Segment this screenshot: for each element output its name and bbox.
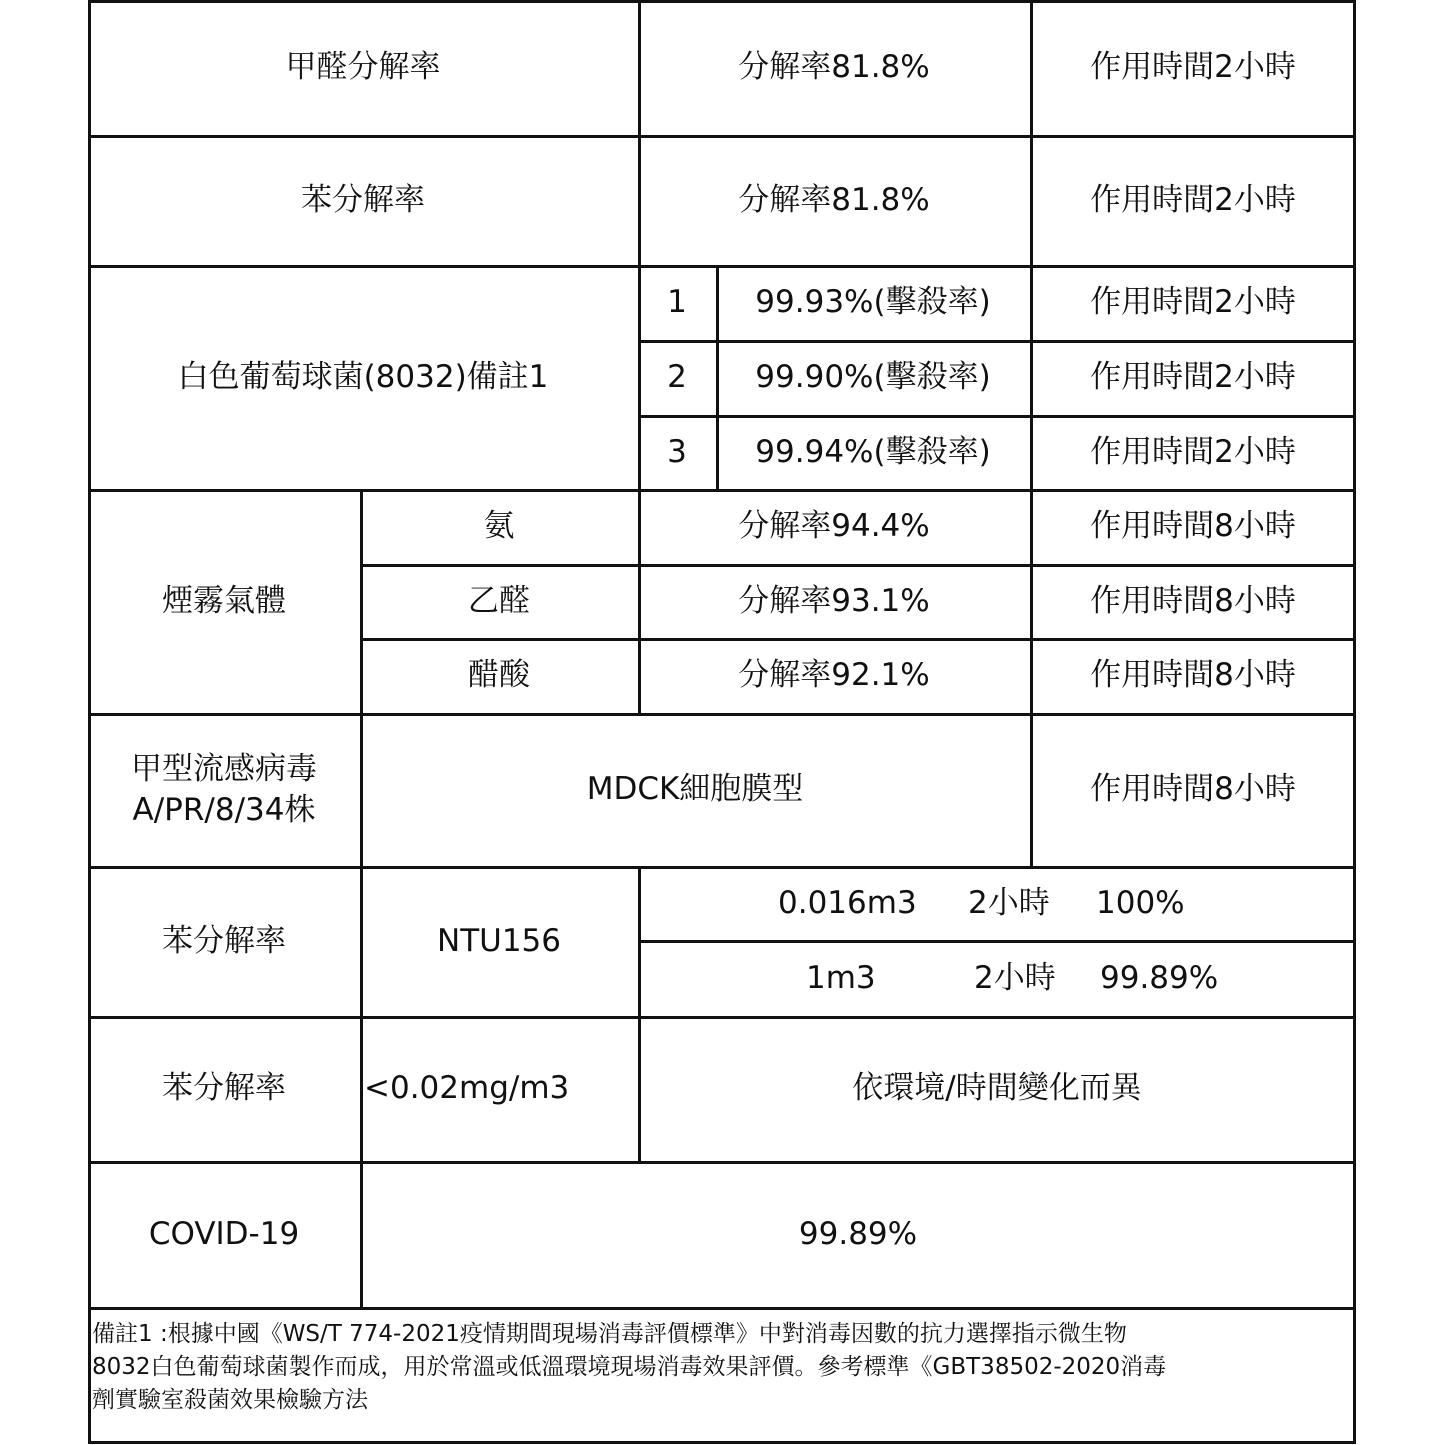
test-results-table xyxy=(88,0,1356,1445)
staph-trial-number: 3 xyxy=(667,433,687,470)
smoke-gas-result: 分解率94.4% xyxy=(738,508,930,545)
influenza-method: MDCK細胞膜型 xyxy=(586,771,804,808)
ntu-rate: 100% xyxy=(1096,884,1185,921)
staph-trial-time: 作用時間2小時 xyxy=(1090,359,1296,396)
smoke-label: 煙霧氣體 xyxy=(162,582,286,619)
benzene-ntu-label: 苯分解率 xyxy=(162,922,286,959)
benzene-conc-note: 依環境/時間變化而異 xyxy=(852,1070,1142,1107)
covid-label: COVID-19 xyxy=(148,1215,300,1252)
ntu-duration: 2小時 xyxy=(974,959,1056,996)
covid-value: 99.89% xyxy=(798,1215,918,1252)
ntu-duration: 2小時 xyxy=(968,884,1050,921)
staph-label: 白色葡萄球菌(8032)備註1 xyxy=(177,358,549,395)
footnote-line: 劑實驗室殺菌效果檢驗方法 xyxy=(92,1387,368,1413)
footnote xyxy=(92,1318,1347,1417)
benzene-ntu-code: NTU156 xyxy=(437,922,561,959)
footnote-line: 8032白色葡萄球菌製作而成，用於常溫或低溫環境現場消毒效果評價。參考標準《GBT38502-2020消毒 xyxy=(92,1354,1167,1380)
smoke-gas-time: 作用時間8小時 xyxy=(1090,508,1296,545)
footnote-line: 備註1 :根據中國《WS/T 774-2021疫情期間現場消毒評價標準》中對消毒因數的抗力選擇指示微生物 xyxy=(92,1321,1127,1347)
formaldehyde-result: 分解率81.8% xyxy=(738,49,930,86)
influenza-time: 作用時間8小時 xyxy=(1090,771,1296,808)
row-divider xyxy=(88,1307,1356,1310)
benzene-result: 分解率81.8% xyxy=(738,181,930,218)
smoke-gas-name: 氨 xyxy=(483,508,515,545)
smoke-gas-time: 作用時間8小時 xyxy=(1090,657,1296,694)
staph-trial-time: 作用時間2小時 xyxy=(1090,284,1296,321)
benzene-label: 苯分解率 xyxy=(301,181,425,218)
staph-trial-number: 1 xyxy=(667,284,687,321)
staph-trial-rate: 99.94%(擊殺率) xyxy=(755,433,991,470)
smoke-gas-name: 醋酸 xyxy=(468,657,530,694)
formaldehyde-label: 甲醛分解率 xyxy=(285,49,441,86)
smoke-gas-time: 作用時間8小時 xyxy=(1090,582,1296,619)
ntu-volume: 0.016m3 xyxy=(778,884,917,921)
staph-trial-rate: 99.90%(擊殺率) xyxy=(755,359,991,396)
smoke-gas-result: 分解率92.1% xyxy=(738,657,930,694)
ntu-volume: 1m3 xyxy=(806,959,876,996)
formaldehyde-time: 作用時間2小時 xyxy=(1090,49,1296,86)
benzene-conc-label: 苯分解率 xyxy=(162,1070,286,1107)
benzene-conc-value: <0.02mg/m3 xyxy=(364,1070,570,1107)
influenza-label-line2: A/PR/8/34株 xyxy=(132,791,316,828)
influenza-label-line1: 甲型流感病毒 xyxy=(131,751,317,788)
staph-trial-time: 作用時間2小時 xyxy=(1090,433,1296,470)
ntu-rate: 99.89% xyxy=(1100,959,1219,996)
table-border-bottom xyxy=(88,1441,1356,1444)
staph-trial-number: 2 xyxy=(667,359,687,396)
influenza-label xyxy=(88,713,360,866)
benzene-time: 作用時間2小時 xyxy=(1090,181,1296,218)
smoke-gas-result: 分解率93.1% xyxy=(738,582,930,619)
staph-trial-rate: 99.93%(擊殺率) xyxy=(755,284,991,321)
smoke-gas-name: 乙醛 xyxy=(468,582,530,619)
